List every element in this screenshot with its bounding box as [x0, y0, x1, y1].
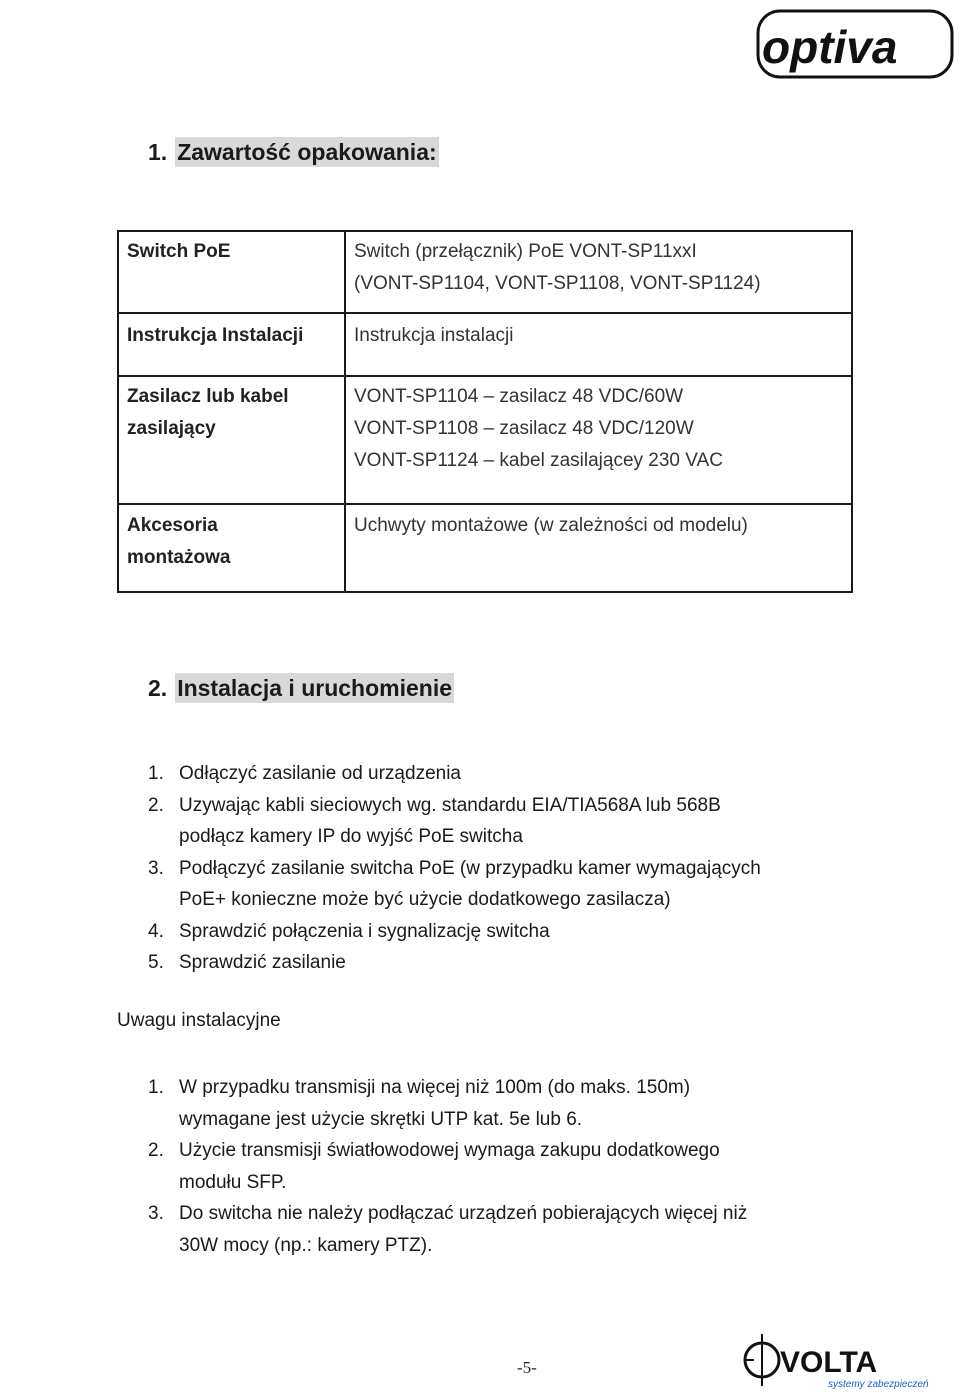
- volta-tagline: systemy zabezpieczeń: [828, 1379, 929, 1390]
- list-item-line: Podłączyć zasilanie switcha PoE (w przypadku kamer wymagających: [179, 857, 761, 879]
- optiva-logo-text: optiva: [762, 21, 898, 73]
- label-line: montażowa: [127, 547, 231, 568]
- list-item-line: Sprawdzić połączenia i sygnalizację switcha: [179, 920, 550, 942]
- table-label-cell: [118, 231, 345, 313]
- desc-line: VONT-SP1104 – zasilacz 48 VDC/60W: [354, 386, 684, 407]
- section-1-title: Zawartość opakowania:: [177, 139, 437, 165]
- list-item-line: W przypadku transmisji na więcej niż 100m (do maks. 150m): [179, 1077, 691, 1098]
- list-item: [148, 1198, 848, 1261]
- section-1-number: 1.: [148, 139, 168, 165]
- desc-line: Uchwyty montażowe (w zależności od modelu): [354, 515, 748, 536]
- table-label-cell: [118, 376, 345, 504]
- label-line: Akcesoria: [127, 515, 218, 536]
- desc-line: (VONT-SP1104, VONT-SP1108, VONT-SP1124): [354, 273, 761, 294]
- table-desc-cell: [345, 504, 852, 592]
- table-desc-cell: [345, 313, 852, 376]
- page-number: -5-: [517, 1358, 537, 1377]
- list-item: [148, 790, 848, 853]
- list-item: [148, 916, 848, 948]
- table-row: [118, 313, 852, 376]
- list-item-line: podłącz kamery IP do wyjść PoE switcha: [179, 826, 523, 847]
- table-row: [118, 504, 852, 592]
- label-line: Instrukcja Instalacji: [127, 325, 304, 346]
- list-item-number: 2.: [148, 794, 164, 816]
- list-item-line: Do switcha nie należy podłączać urządzeń pobierających więcej niż: [179, 1203, 748, 1224]
- desc-line: Switch (przełącznik) PoE VONT-SP11xxI: [354, 241, 697, 262]
- section-2-number: 2.: [148, 675, 168, 701]
- section-2-heading: [148, 675, 454, 702]
- volta-logo: [740, 1330, 950, 1390]
- list-item-line: Użycie transmisji światłowodowej wymaga zakupu dodatkowego: [179, 1140, 720, 1161]
- table-row: [118, 376, 852, 504]
- section-1-heading: [148, 139, 439, 166]
- volta-logo-text: VOLTA: [780, 1346, 878, 1379]
- table-desc-cell: [345, 231, 852, 313]
- installation-notes-list: [148, 1072, 848, 1261]
- list-item-number: 3.: [148, 1203, 164, 1224]
- list-item: [148, 758, 848, 790]
- desc-line: VONT-SP1108 – zasilacz 48 VDC/120W: [354, 418, 694, 439]
- list-item-line: Uzywając kabli sieciowych wg. standardu EIA/TIA568A lub 568B: [179, 794, 721, 816]
- desc-line: VONT-SP1124 – kabel zasilającey 230 VAC: [354, 450, 723, 471]
- label-line: zasilający: [127, 418, 216, 439]
- list-item-line: wymagane jest użycie skrętki UTP kat. 5e lub 6.: [179, 1108, 583, 1130]
- optiva-logo: [754, 8, 956, 82]
- list-item-number: 5.: [148, 952, 164, 973]
- list-item: [148, 1135, 848, 1198]
- list-item-number: 2.: [148, 1140, 164, 1161]
- label-line: Switch PoE: [127, 241, 231, 262]
- table-desc-cell: [345, 376, 852, 504]
- list-item-line: PoE+ konieczne może być użycie dodatkowego zasilacza): [179, 889, 671, 910]
- list-item-number: 4.: [148, 920, 164, 942]
- section-2-title: Instalacja i uruchomienie: [177, 675, 452, 701]
- package-contents-table: [117, 230, 853, 593]
- table-label-cell: [118, 313, 345, 376]
- table-label-cell: [118, 504, 345, 592]
- label-line: Zasilacz lub kabel: [127, 386, 289, 407]
- table-row: [118, 231, 852, 313]
- desc-line: Instrukcja instalacji: [354, 325, 514, 346]
- installation-steps-list: [148, 758, 848, 979]
- list-item-number: 1.: [148, 1077, 164, 1098]
- list-item: [148, 853, 848, 916]
- list-item: [148, 947, 848, 979]
- list-item-number: 3.: [148, 857, 164, 879]
- list-item: [148, 1072, 848, 1135]
- notes-title: Uwagu instalacyjne: [117, 1010, 281, 1031]
- list-item-number: 1.: [148, 763, 164, 784]
- list-item-line: Odłączyć zasilanie od urządzenia: [179, 763, 461, 784]
- list-item-line: Sprawdzić zasilanie: [179, 952, 346, 973]
- list-item-line: modułu SFP.: [179, 1171, 287, 1193]
- list-item-line: 30W mocy (np.: kamery PTZ).: [179, 1234, 433, 1256]
